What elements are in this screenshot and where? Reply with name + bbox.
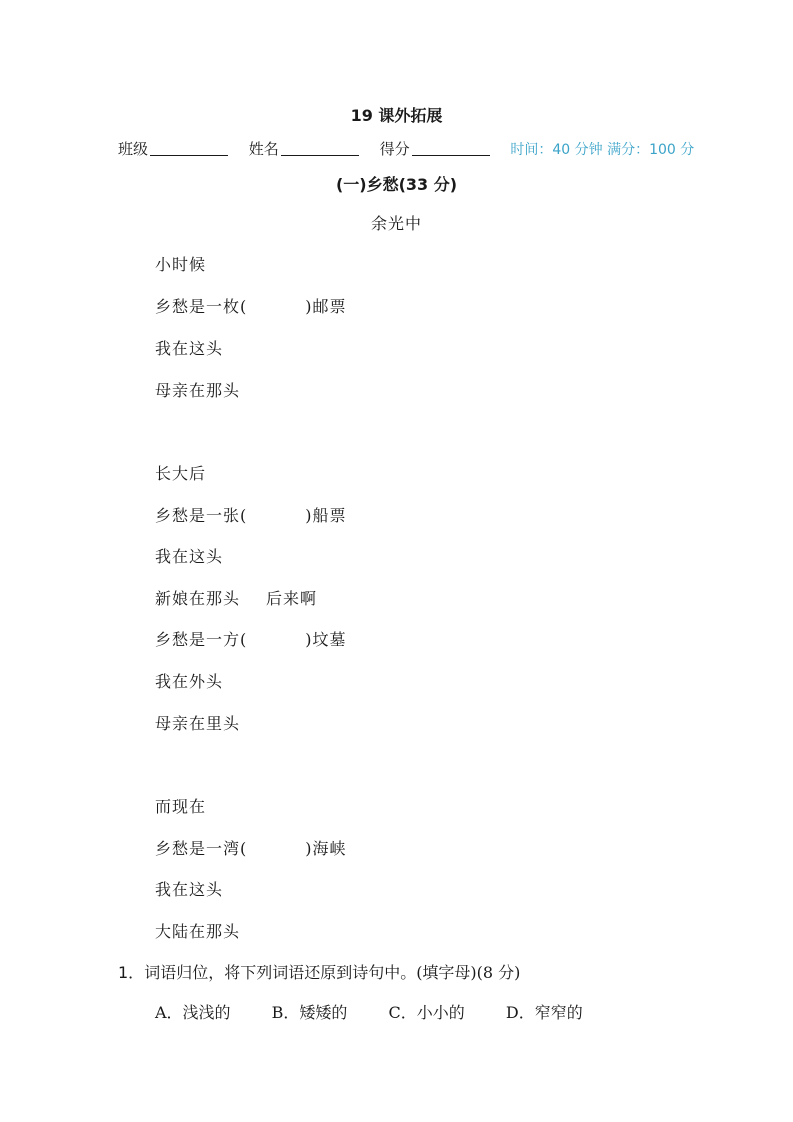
poem-line: 新娘在那头 后来啊 — [155, 589, 318, 608]
option-d: D．窄窄的 — [505, 1003, 583, 1022]
name-label: 姓名 — [248, 140, 279, 158]
poem-line: 乡愁是一湾( )海峡 — [155, 839, 347, 858]
poem-line: 小时候 — [155, 255, 207, 274]
poem-line: 而现在 — [155, 797, 207, 816]
question-text: 词语归位，将下列词语还原到诗句中。(填字母)(8 分) — [144, 963, 521, 982]
options-row — [155, 1000, 619, 1023]
section-title: (一)乡愁(33 分) — [335, 175, 458, 194]
poem-line: 乡愁是一方( )坟墓 — [155, 630, 347, 649]
question-number: 1． — [118, 963, 145, 982]
poem-line: 母亲在里头 — [155, 714, 241, 733]
score-blank[interactable] — [412, 141, 490, 156]
poem-line: 我在这头 — [155, 339, 224, 358]
poem-line: 长大后 — [155, 464, 207, 483]
poem-line: 我在外头 — [155, 672, 224, 691]
score-label: 得分 — [379, 140, 410, 158]
student-info-row — [118, 138, 694, 159]
poem-line: 乡愁是一枚( )邮票 — [155, 297, 347, 316]
question-1 — [118, 960, 520, 983]
poem-line: 乡愁是一张( )船票 — [155, 506, 347, 525]
poem-line: 大陆在那头 — [155, 922, 241, 941]
name-blank[interactable] — [281, 141, 359, 156]
option-b: B．矮矮的 — [271, 1003, 348, 1022]
option-c: C．小小的 — [388, 1003, 465, 1022]
worksheet-title: 19 课外拓展 — [350, 106, 443, 125]
poem-line: 母亲在那头 — [155, 381, 241, 400]
poem-line: 我在这头 — [155, 547, 224, 566]
class-label: 班级 — [118, 140, 149, 158]
poem-author: 余光中 — [370, 214, 422, 233]
option-a: A．浅浅的 — [155, 1003, 231, 1022]
class-blank[interactable] — [150, 141, 228, 156]
poem-line: 我在这头 — [155, 880, 224, 899]
time-score-info: 时间：40 分钟 满分：100 分 — [510, 142, 695, 158]
